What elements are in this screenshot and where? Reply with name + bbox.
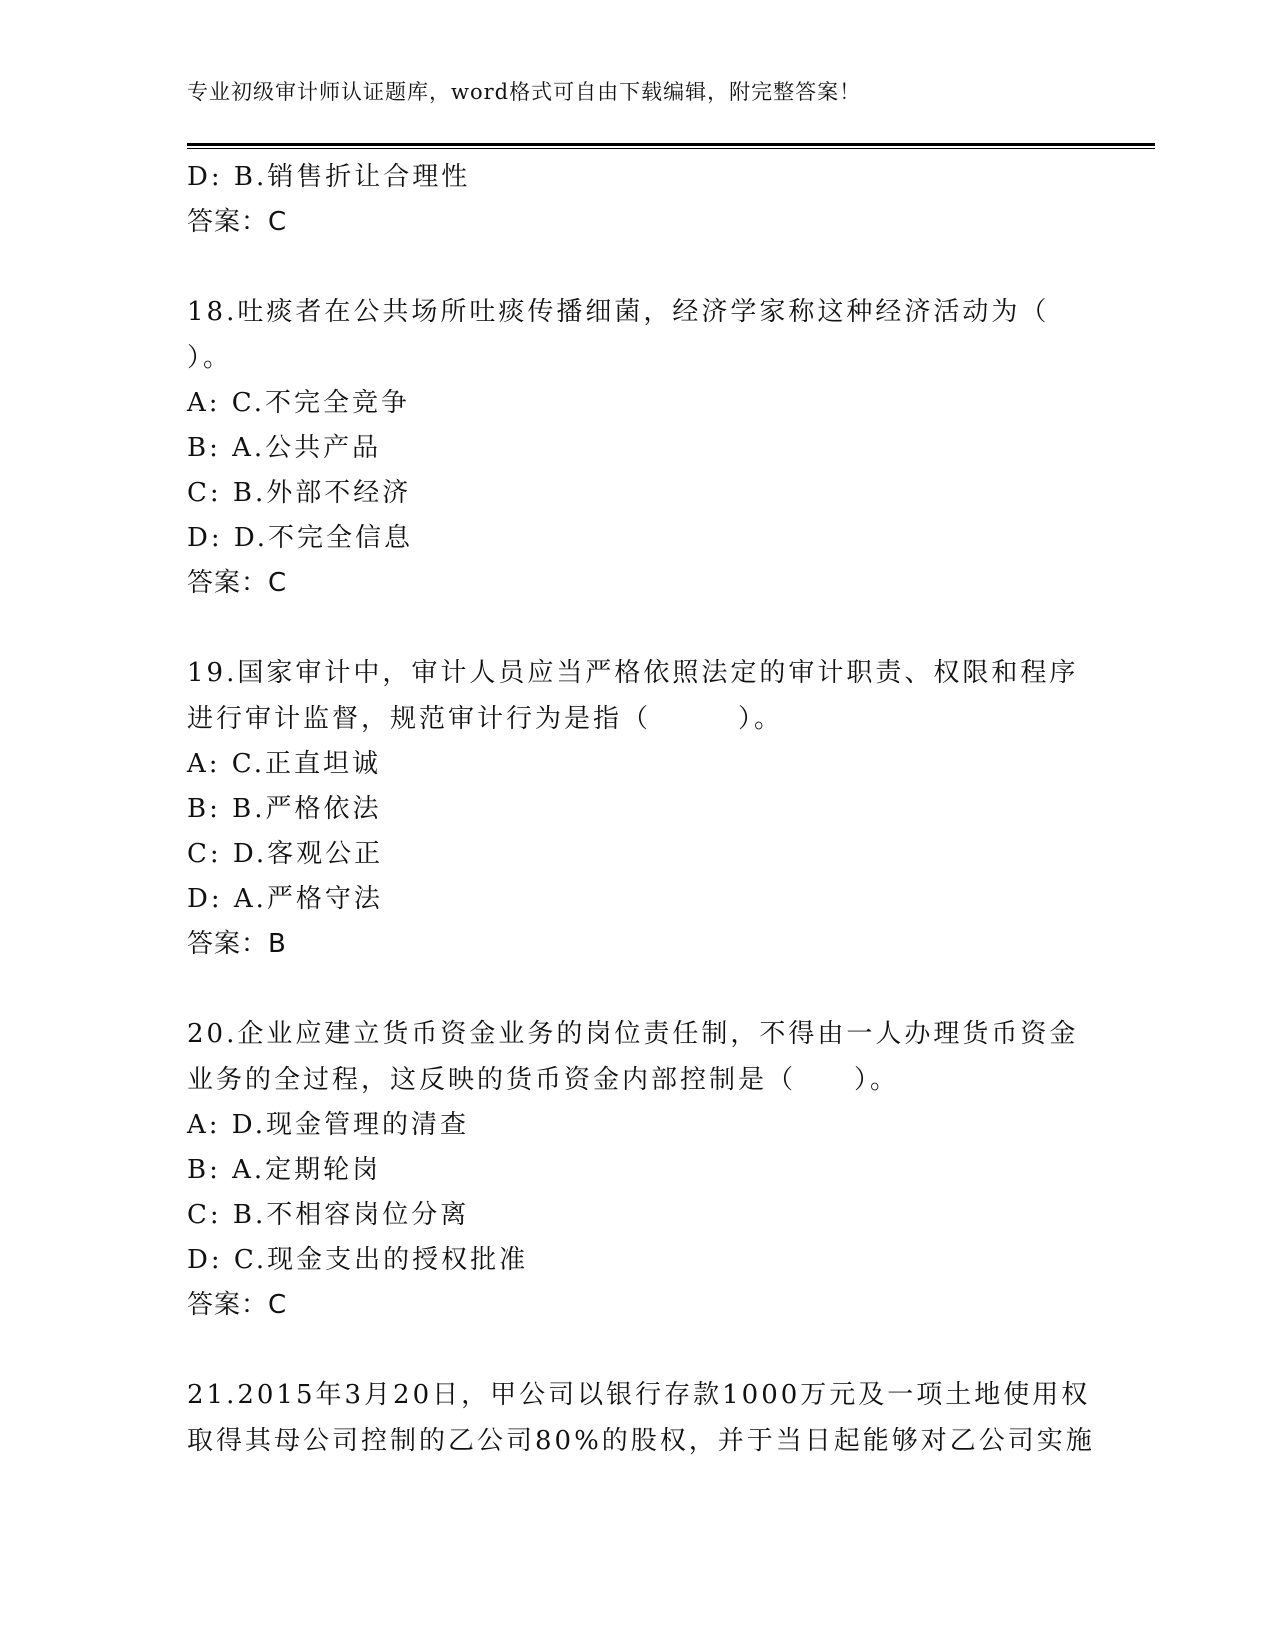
question-block [187, 650, 1087, 967]
spacer [187, 606, 1087, 650]
header-rule-thick [187, 143, 1155, 146]
spacer [187, 245, 1087, 289]
option-line: D: D.不完全信息 [187, 523, 414, 553]
answer-line: 答案：C [187, 568, 288, 598]
option-line: A: D.现金管理的清查 [187, 1110, 469, 1140]
option-line: A: C.不完全竞争 [187, 388, 411, 418]
document-body [187, 155, 1095, 1464]
question-text: 21.2015年3月20日，甲公司以银行存款1000万元及一项土地使用权 [187, 1380, 1091, 1410]
answer-line: 答案：C [187, 1290, 288, 1320]
option-line: D: B.销售折让合理性 [187, 162, 471, 192]
question-block [187, 289, 1087, 606]
question-block [187, 1372, 1095, 1464]
question-text: 取得其母公司控制的乙公司80%的股权，并于当日起能够对乙公司实施 [187, 1426, 1095, 1456]
option-line: C: B.不相容岗位分离 [187, 1200, 470, 1230]
header-rule-thin [187, 148, 1155, 149]
question-text: 20.企业应建立货币资金业务的岗位责任制，不得由一人办理货币资金 [187, 1019, 1079, 1049]
answer-line: 答案：C [187, 207, 288, 237]
option-line: D: A.严格守法 [187, 884, 383, 914]
page-header: 专业初级审计师认证题库，word格式可自由下载编辑，附完整答案！ [187, 80, 862, 104]
question-text: 业务的全过程，这反映的货币资金内部控制是（ ）。 [187, 1065, 900, 1095]
option-line: B: A.公共产品 [187, 433, 382, 463]
option-line: B: B.严格依法 [187, 794, 382, 824]
answer-line: 答案：B [187, 929, 287, 959]
spacer [187, 1328, 1087, 1372]
option-line: B: A.定期轮岗 [187, 1155, 382, 1185]
spacer [187, 967, 1087, 1011]
question-text: 18.吐痰者在公共场所吐痰传播细菌，经济学家称这种经济活动为（ [187, 297, 1050, 327]
question-text: 进行审计监督，规范审计行为是指（ ）。 [187, 704, 784, 734]
question-text: ）。 [187, 343, 233, 373]
option-line: D: C.现金支出的授权批准 [187, 1245, 529, 1275]
question-block [187, 1011, 1087, 1328]
option-line: C: B.外部不经济 [187, 478, 412, 508]
option-line: A: C.正直坦诚 [187, 749, 382, 779]
question-text: 19.国家审计中，审计人员应当严格依照法定的审计职责、权限和程序 [187, 658, 1079, 688]
option-line: C: D.客观公正 [187, 839, 384, 869]
